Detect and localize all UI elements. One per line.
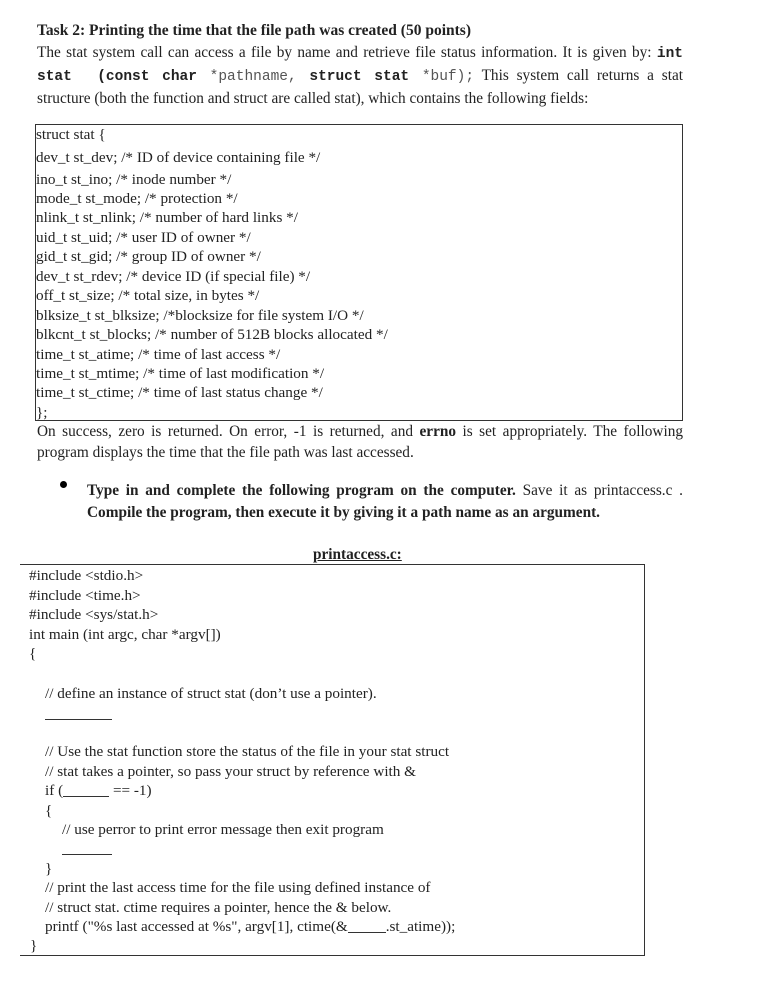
struct-line: blksize_t st_blksize; /*blocksize for file system I/O */ — [36, 307, 364, 324]
struct-line: uid_t st_uid; /* user ID of owner */ — [36, 229, 251, 246]
code-comment-pointer: // stat takes a pointer, so pass your struct by reference with & — [45, 763, 416, 780]
stat-signature: int stat (const char *pathname, struct stat *buf); — [37, 46, 683, 85]
struct-line: ino_t st_ino; /* inode number */ — [36, 171, 232, 188]
bullet-icon — [60, 481, 67, 488]
task-title: Task 2: Printing the time that the file path was created (50 points) — [37, 22, 471, 39]
struct-line: time_t st_atime; /* time of last access */ — [36, 346, 281, 363]
code-inner-open-brace: { — [45, 802, 53, 819]
struct-line: dev_t st_rdev; /* device ID (if special file) */ — [36, 268, 311, 285]
fill-in-blank-stat-call[interactable] — [63, 796, 109, 797]
file-title: printaccess.c: — [313, 546, 402, 563]
code-comment-print-2: // struct stat. ctime requires a pointer, hence the & below. — [45, 899, 392, 916]
bullet-instruction: Type in and complete the following program on the computer. Save it as printaccess.c . Compile the program, then execute it by giving it a path name as an argument. — [87, 482, 683, 521]
code-if-statement: if ( == -1) — [45, 782, 152, 799]
struct-line: struct stat { — [36, 126, 106, 143]
intro-text-2: This system call returns a stat structure (both the function and struct are called stat), which contains the following fields: — [37, 67, 683, 107]
struct-line: blkcnt_t st_blocks; /* number of 512B blocks allocated */ — [36, 326, 388, 343]
struct-line: time_t st_ctime; /* time of last status change */ — [36, 384, 323, 401]
code-include-sys-stat: #include <sys/stat.h> — [29, 606, 159, 623]
fill-in-blank-printf[interactable] — [348, 932, 386, 933]
code-comment-perror: // use perror to print error message then exit program — [62, 821, 384, 838]
code-close-brace: } — [30, 937, 38, 954]
code-include-stdio: #include <stdio.h> — [29, 567, 144, 584]
struct-line: mode_t st_mode; /* protection */ — [36, 190, 238, 207]
fill-in-blank-declaration[interactable] — [45, 719, 112, 720]
code-comment-print-1: // print the last access time for the file using defined instance of — [45, 879, 431, 896]
struct-line: }; — [36, 404, 48, 421]
code-comment-define: // define an instance of struct stat (don’t use a pointer). — [45, 685, 377, 702]
code-inner-close-brace: } — [45, 860, 53, 877]
code-open-brace: { — [29, 645, 37, 662]
struct-line: gid_t st_gid; /* group ID of owner */ — [36, 248, 261, 265]
code-main-signature: int main (int argc, char *argv[]) — [29, 626, 221, 643]
intro-paragraph — [37, 42, 683, 109]
return-value-paragraph: On success, zero is returned. On error, -1 is returned, and errno is set appropriately. The following program displays the time that the file path was last accessed. — [37, 423, 684, 461]
struct-line: off_t st_size; /* total size, in bytes */ — [36, 287, 260, 304]
intro-text-1: The stat system call can access a file by name and retrieve file status information. It is given by: — [37, 44, 657, 61]
code-include-time: #include <time.h> — [29, 587, 141, 604]
struct-line: time_t st_mtime; /* time of last modification */ — [36, 365, 325, 382]
struct-line: nlink_t st_nlink; /* number of hard links */ — [36, 209, 298, 226]
struct-line: dev_t st_dev; /* ID of device containing file */ — [36, 149, 321, 166]
code-comment-use-stat: // Use the stat function store the status of the file in your stat struct — [45, 743, 450, 760]
code-printf-statement: printf ("%s last accessed at %s", argv[1], ctime(& .st_atime)); — [45, 918, 456, 935]
fill-in-blank-perror[interactable] — [62, 854, 112, 855]
errno-term: errno — [419, 423, 457, 440]
